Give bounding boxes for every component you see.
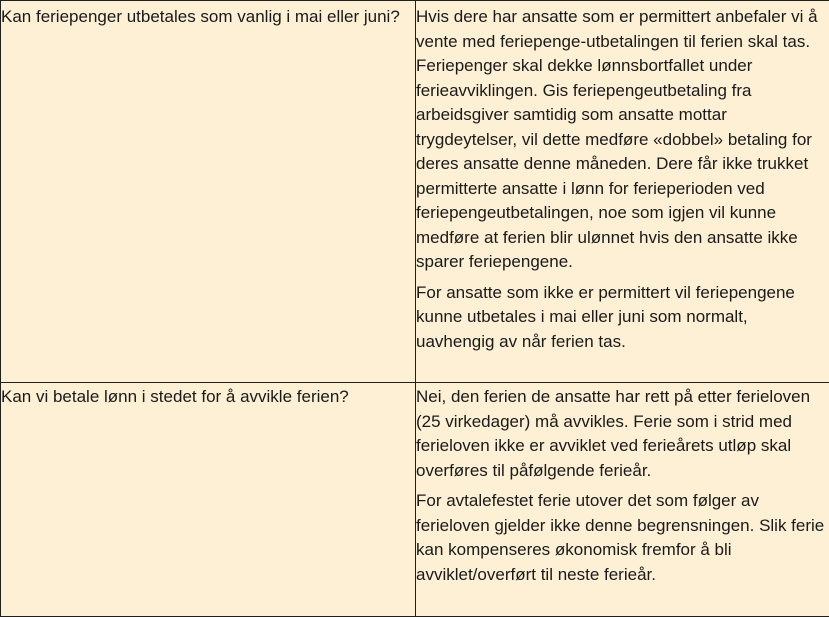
- answer-paragraph: Nei, den ferien de ansatte har rett på etter ferieloven (25 virkedager) må avvikles. Ferie som i strid med ferieloven ikke er avviklet ved ferieårets utløp skal overføres til påfølgende ferieår.: [416, 385, 829, 483]
- question-text: Kan vi betale lønn i stedet for å avvikle ferien?: [1, 385, 415, 410]
- answer-paragraph: For ansatte som ikke er permittert vil feriepengene kunne utbetales i mai eller juni som normalt, uavhengig av når ferien tas.: [416, 281, 829, 355]
- question-cell: [1, 1, 416, 383]
- question-text: Kan feriepenger utbetales som vanlig i mai eller juni?: [1, 5, 415, 30]
- table-row: [1, 1, 829, 383]
- answer-cell: [416, 1, 829, 383]
- answer-paragraph: Hvis dere har ansatte som er permittert anbefaler vi å vente med feriepenge-utbetalingen til ferien skal tas. Feriepenger skal dekke lønnsbortfallet under ferieavviklingen. Gis feriepengeutbetaling fra arbeidsgiver samtidig som ansatte mottar trygdeytelser, vil dette medføre «dobbel» betaling for deres ansatte denne måneden. Dere får ikke trukket permitterte ansatte i lønn for ferieperioden ved feriepengeutbetalingen, noe som igjen vil kunne medføre at ferien blir ulønnet hvis den ansatte ikke sparer feriepengene.: [416, 5, 829, 275]
- table-row: [1, 383, 829, 617]
- question-cell: [1, 383, 416, 617]
- answer-paragraph: For avtalefestet ferie utover det som følger av ferieloven gjelder ikke denne begrensningen. Slik ferie kan kompenseres økonomisk fremfor å bli avviklet/overført til neste ferieår.: [416, 489, 829, 587]
- answer-cell: [416, 383, 829, 617]
